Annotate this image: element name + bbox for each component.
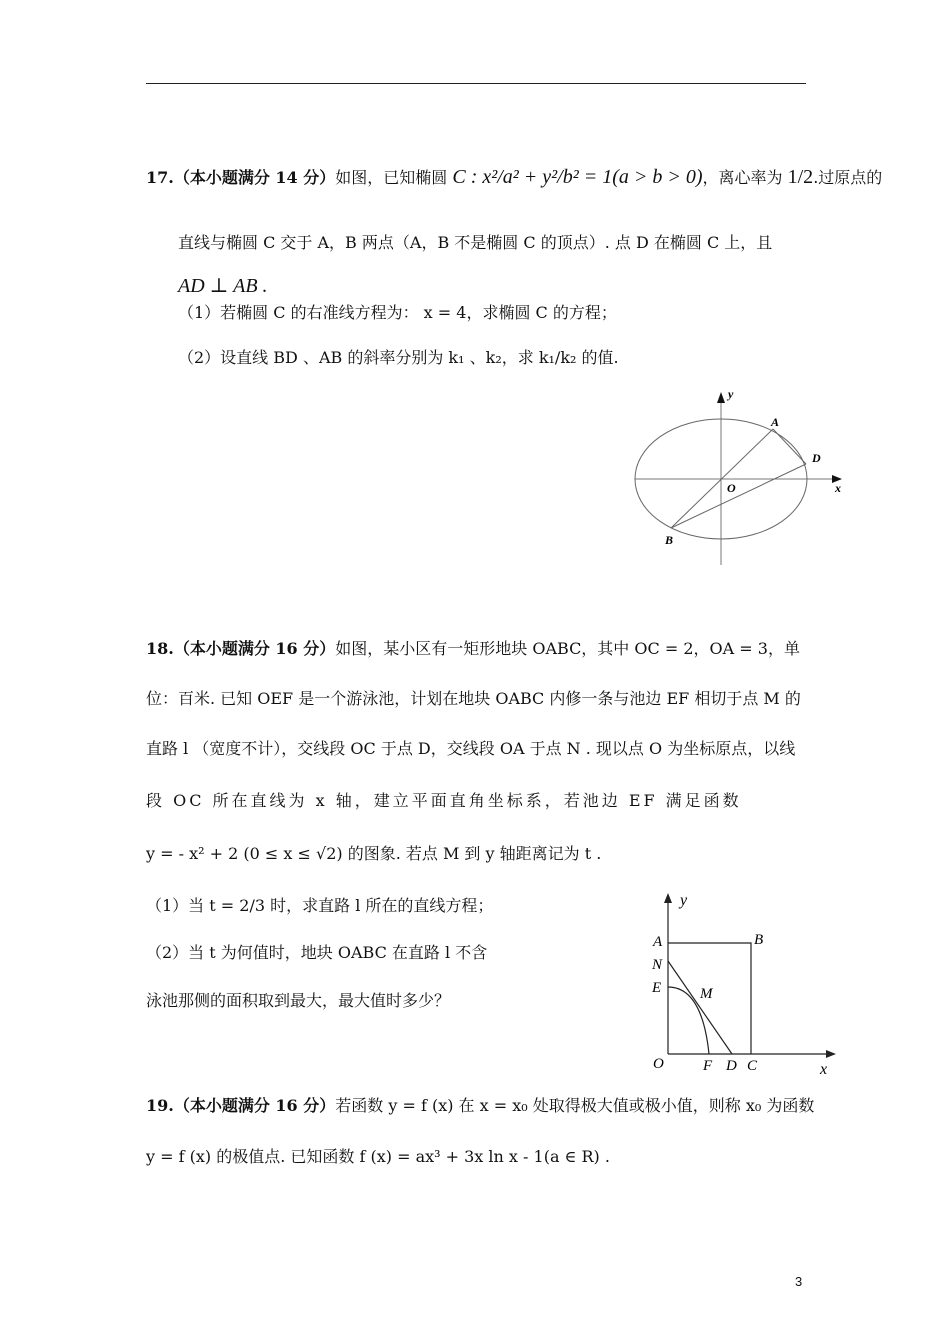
- q18-part-2b: 泳池那侧的面积取到最大，最大值时多少？: [146, 991, 451, 1010]
- label-x: x: [820, 1061, 828, 1078]
- q17-heading: 17.（本小题满分 14 分）: [146, 168, 336, 187]
- label-e: E: [652, 980, 662, 996]
- label-o: O: [727, 481, 736, 495]
- q18-line-4: 段 OC 所在直线为 x 轴，建立平面直角坐标系，若池边 EF 满足函数: [146, 791, 742, 810]
- label-x: x: [835, 481, 841, 495]
- q19-line-2: y = f (x) 的极值点. 已知函数 f (x) = ax³ + 3x ln x - 1(a ∈ R) .: [146, 1147, 610, 1166]
- q18-part-2a: （2）当 t 为何值时，地块 OABC 在直路 l 不含: [146, 943, 488, 962]
- road-line-l: [668, 961, 732, 1054]
- label-a: A: [771, 415, 780, 429]
- page-number: 3: [795, 1274, 803, 1289]
- q18-line-2: 位：百米. 已知 OEF 是一个游泳池，计划在地块 OABC 内修一条与池边 EF 相切于点 M 的: [146, 689, 801, 708]
- q18-part-1: （1）当 t = 2/3 时，求直路 l 所在的直线方程；: [146, 896, 494, 915]
- label-c: C: [747, 1058, 758, 1074]
- x-axis-arrow: [826, 1050, 836, 1058]
- q17-part-1: （1）若椭圆 C 的右准线方程为： x = 4，求椭圆 C 的方程；: [178, 303, 617, 322]
- label-m: M: [700, 986, 713, 1002]
- eccentricity: 1/2: [787, 166, 814, 188]
- label-f: F: [703, 1058, 713, 1074]
- q17-line-2: 直线与椭圆 C 交于 A，B 两点（A，B 不是椭圆 C 的顶点）. 点 D 在椭圆 C 上，且: [178, 233, 773, 252]
- label-y: y: [728, 387, 734, 401]
- line-ad: [773, 429, 806, 464]
- q18-line-1: 18.（本小题满分 16 分）如图，某小区有一矩形地块 OABC，其中 OC = 2，OA = 3，单: [146, 639, 800, 658]
- label-a: A: [653, 934, 663, 950]
- q19-heading: 19.（本小题满分 16 分）: [146, 1096, 336, 1115]
- label-n: N: [652, 957, 663, 973]
- q18-line-3: 直路 l （宽度不计），交线段 OC 于点 D，交线段 OA 于点 N . 现以点 O 为坐标原点，以线: [146, 739, 796, 758]
- label-y: y: [680, 892, 688, 909]
- label-o: O: [653, 1056, 664, 1072]
- q18-line-5: y = - x² + 2 (0 ≤ x ≤ √2) 的图象. 若点 M 到 y 轴距离记为 t .: [146, 844, 602, 863]
- q19-line-1: 19.（本小题满分 16 分）若函数 y = f (x) 在 x = x₀ 处取得极大值或极小值，则称 x₀ 为函数: [146, 1096, 815, 1115]
- label-d: D: [812, 451, 821, 465]
- label-d: D: [726, 1058, 737, 1074]
- ellipse-equation: C : x²/a² + y²/b² = 1(a > b > 0): [452, 166, 703, 188]
- q17-part-2: （2）设直线 BD 、AB 的斜率分别为 k₁ 、k₂，求 k₁/k₂ 的值.: [178, 348, 619, 367]
- label-b: B: [665, 533, 674, 547]
- q18-heading: 18.（本小题满分 16 分）: [146, 639, 336, 658]
- y-axis-arrow: [664, 893, 672, 903]
- label-b: B: [754, 932, 764, 948]
- q17-line-3: AD ⊥ AB .: [178, 275, 268, 297]
- rectangle-figure: [640, 888, 845, 1083]
- q17-line-1: 17.（本小题满分 14 分）如图，已知椭圆 C : x²/a² + y²/b² = 1(a > b > 0)，离心率为 1/2.过原点的: [146, 166, 883, 188]
- ellipse-figure: [610, 385, 850, 575]
- header-rule: [146, 83, 806, 84]
- y-axis-arrow: [717, 392, 725, 403]
